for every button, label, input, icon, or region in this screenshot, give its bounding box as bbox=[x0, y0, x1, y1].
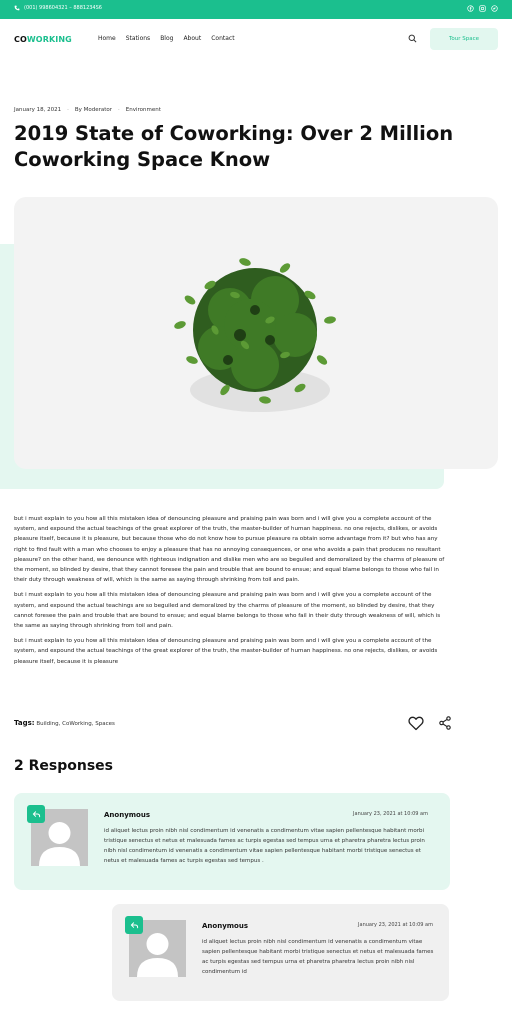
comment-author: Anonymous bbox=[202, 922, 249, 930]
body-paragraph: but i must explain to you how all this mistaken idea of denouncing pleasure and praising pain was born and i will give you a complete account of the system, and expound the actual teachings of the great explorer of the truth, the master-builder of human happiness. no one rejects, dislikes, or avoids pleasure itself, because it is pleasure, but because those who do not know how to pursue pleasure ra obtain some advantage from it? but who has any right to find fault with a man who chooses to enjoy a pleasure that has no annoying consequences, or one who avoids a pain that produces no resultant pleasure? on the other hand, we denounce with righteous indignation and dislike men who are so beguiled and demoralized by the charms of pleasure of the moment, so blinded by desire, that they cannot foresee the pain and trouble that are bound to ensue; and equal blame belongs to those who fail in their duty through weakness of will, which is the same as saying through shrinking from toil and pain. bbox=[14, 516, 445, 584]
reply-button[interactable] bbox=[125, 916, 143, 934]
social-links bbox=[467, 5, 498, 12]
body-paragraph: but i must explain to you how all this mistaken idea of denouncing pleasure and praising pain was born and i will give you a complete account of the system, and expound the actual teachings are so beguiled and demoralized by the charms of pleasure of the moment, so blinded by desire, that they cannot foresee the pain and trouble that are bound to ensue; and equal blame belongs to those who fail in their duty through weakness of will, which is the same as saying through shrinking from toil and pain. bbox=[14, 592, 441, 630]
twitter-icon[interactable] bbox=[491, 5, 498, 12]
main-nav bbox=[98, 35, 235, 42]
phone-icon bbox=[14, 5, 20, 11]
comment-card-reply bbox=[112, 904, 449, 1001]
nav-about[interactable]: About bbox=[183, 35, 202, 42]
post-tags bbox=[14, 719, 115, 727]
share-icon[interactable] bbox=[439, 716, 451, 730]
tour-space-button[interactable]: Tour Space bbox=[430, 28, 498, 50]
nav-blog[interactable]: Blog bbox=[160, 35, 174, 42]
search-icon[interactable] bbox=[408, 34, 417, 43]
comment-text: id aliquet lectus proin nibh nisl condimentum id venenatis a condimentum vitae sapien pellentesque habitant morbi tristique senectus et netus et malesuada fames ac turpis egestas sed tempus urna et pharetra pharetra lectus proin nibh nisl condimentum id venenatis a condimentum vitae sapien pellentesque habitant morbi tristique senectus et netus et malesuada fames ac turpis egestas sed tempus . bbox=[104, 828, 425, 864]
top-bar bbox=[0, 0, 512, 19]
reply-icon bbox=[32, 810, 41, 819]
comment-date: January 23, 2021 at 10:09 am bbox=[358, 922, 433, 928]
comment-text: id aliquet lectus proin nibh nisl condimentum id venenatis a condimentum vitae sapien pellentesque habitant morbi tristique senectus et netus et malesuada fames ac turpis egestas sed tempus urna et pharetra pharetra lectus proin nibh nisl condimentum id bbox=[202, 939, 434, 975]
plant-image bbox=[150, 240, 360, 430]
tags-label: Tags: bbox=[14, 719, 35, 727]
logo-rest: WORKING bbox=[26, 35, 72, 44]
post-category[interactable]: Environment bbox=[125, 107, 161, 113]
post-date: January 18, 2021 bbox=[14, 107, 62, 113]
post-title: 2019 State of Coworking: Over 2 Million Coworking Space Know bbox=[14, 122, 454, 171]
phone-contact[interactable] bbox=[14, 5, 102, 11]
comment-card bbox=[14, 793, 450, 890]
reply-icon bbox=[130, 921, 139, 930]
site-logo[interactable] bbox=[14, 35, 72, 44]
responses-heading: 2 Responses bbox=[14, 758, 113, 774]
body-paragraph: but i must explain to you how all this mistaken idea of denouncing pleasure and praising pain was born and i will give you a complete account of the system, and expound the actual teachings of the great explorer of the truth, the master-builder of human happiness. no one rejects, dislikes, or avoids pleasure itself, because it is pleasure bbox=[14, 638, 438, 665]
phone-number: (001) 998604321 – 8881234S6 bbox=[24, 5, 102, 11]
nav-home[interactable]: Home bbox=[98, 35, 116, 42]
facebook-icon[interactable] bbox=[467, 5, 474, 12]
instagram-icon[interactable] bbox=[479, 5, 486, 12]
meta-separator: · bbox=[67, 107, 69, 113]
post-meta bbox=[14, 107, 161, 113]
meta-separator: · bbox=[118, 107, 120, 113]
heart-icon[interactable] bbox=[408, 716, 424, 731]
nav-stations[interactable]: Stations bbox=[125, 35, 151, 42]
comment-author: Anonymous bbox=[104, 811, 151, 819]
reply-button[interactable] bbox=[27, 805, 45, 823]
logo-prefix: CO bbox=[14, 35, 27, 44]
nav-contact[interactable]: Contact bbox=[211, 35, 235, 42]
post-body bbox=[14, 514, 450, 672]
site-header bbox=[0, 19, 512, 61]
tags-list[interactable]: Building, CoWorking, Spaces bbox=[36, 721, 115, 727]
comment-date: January 23, 2021 at 10:09 am bbox=[353, 811, 428, 817]
post-author[interactable]: By Moderator bbox=[74, 107, 113, 113]
